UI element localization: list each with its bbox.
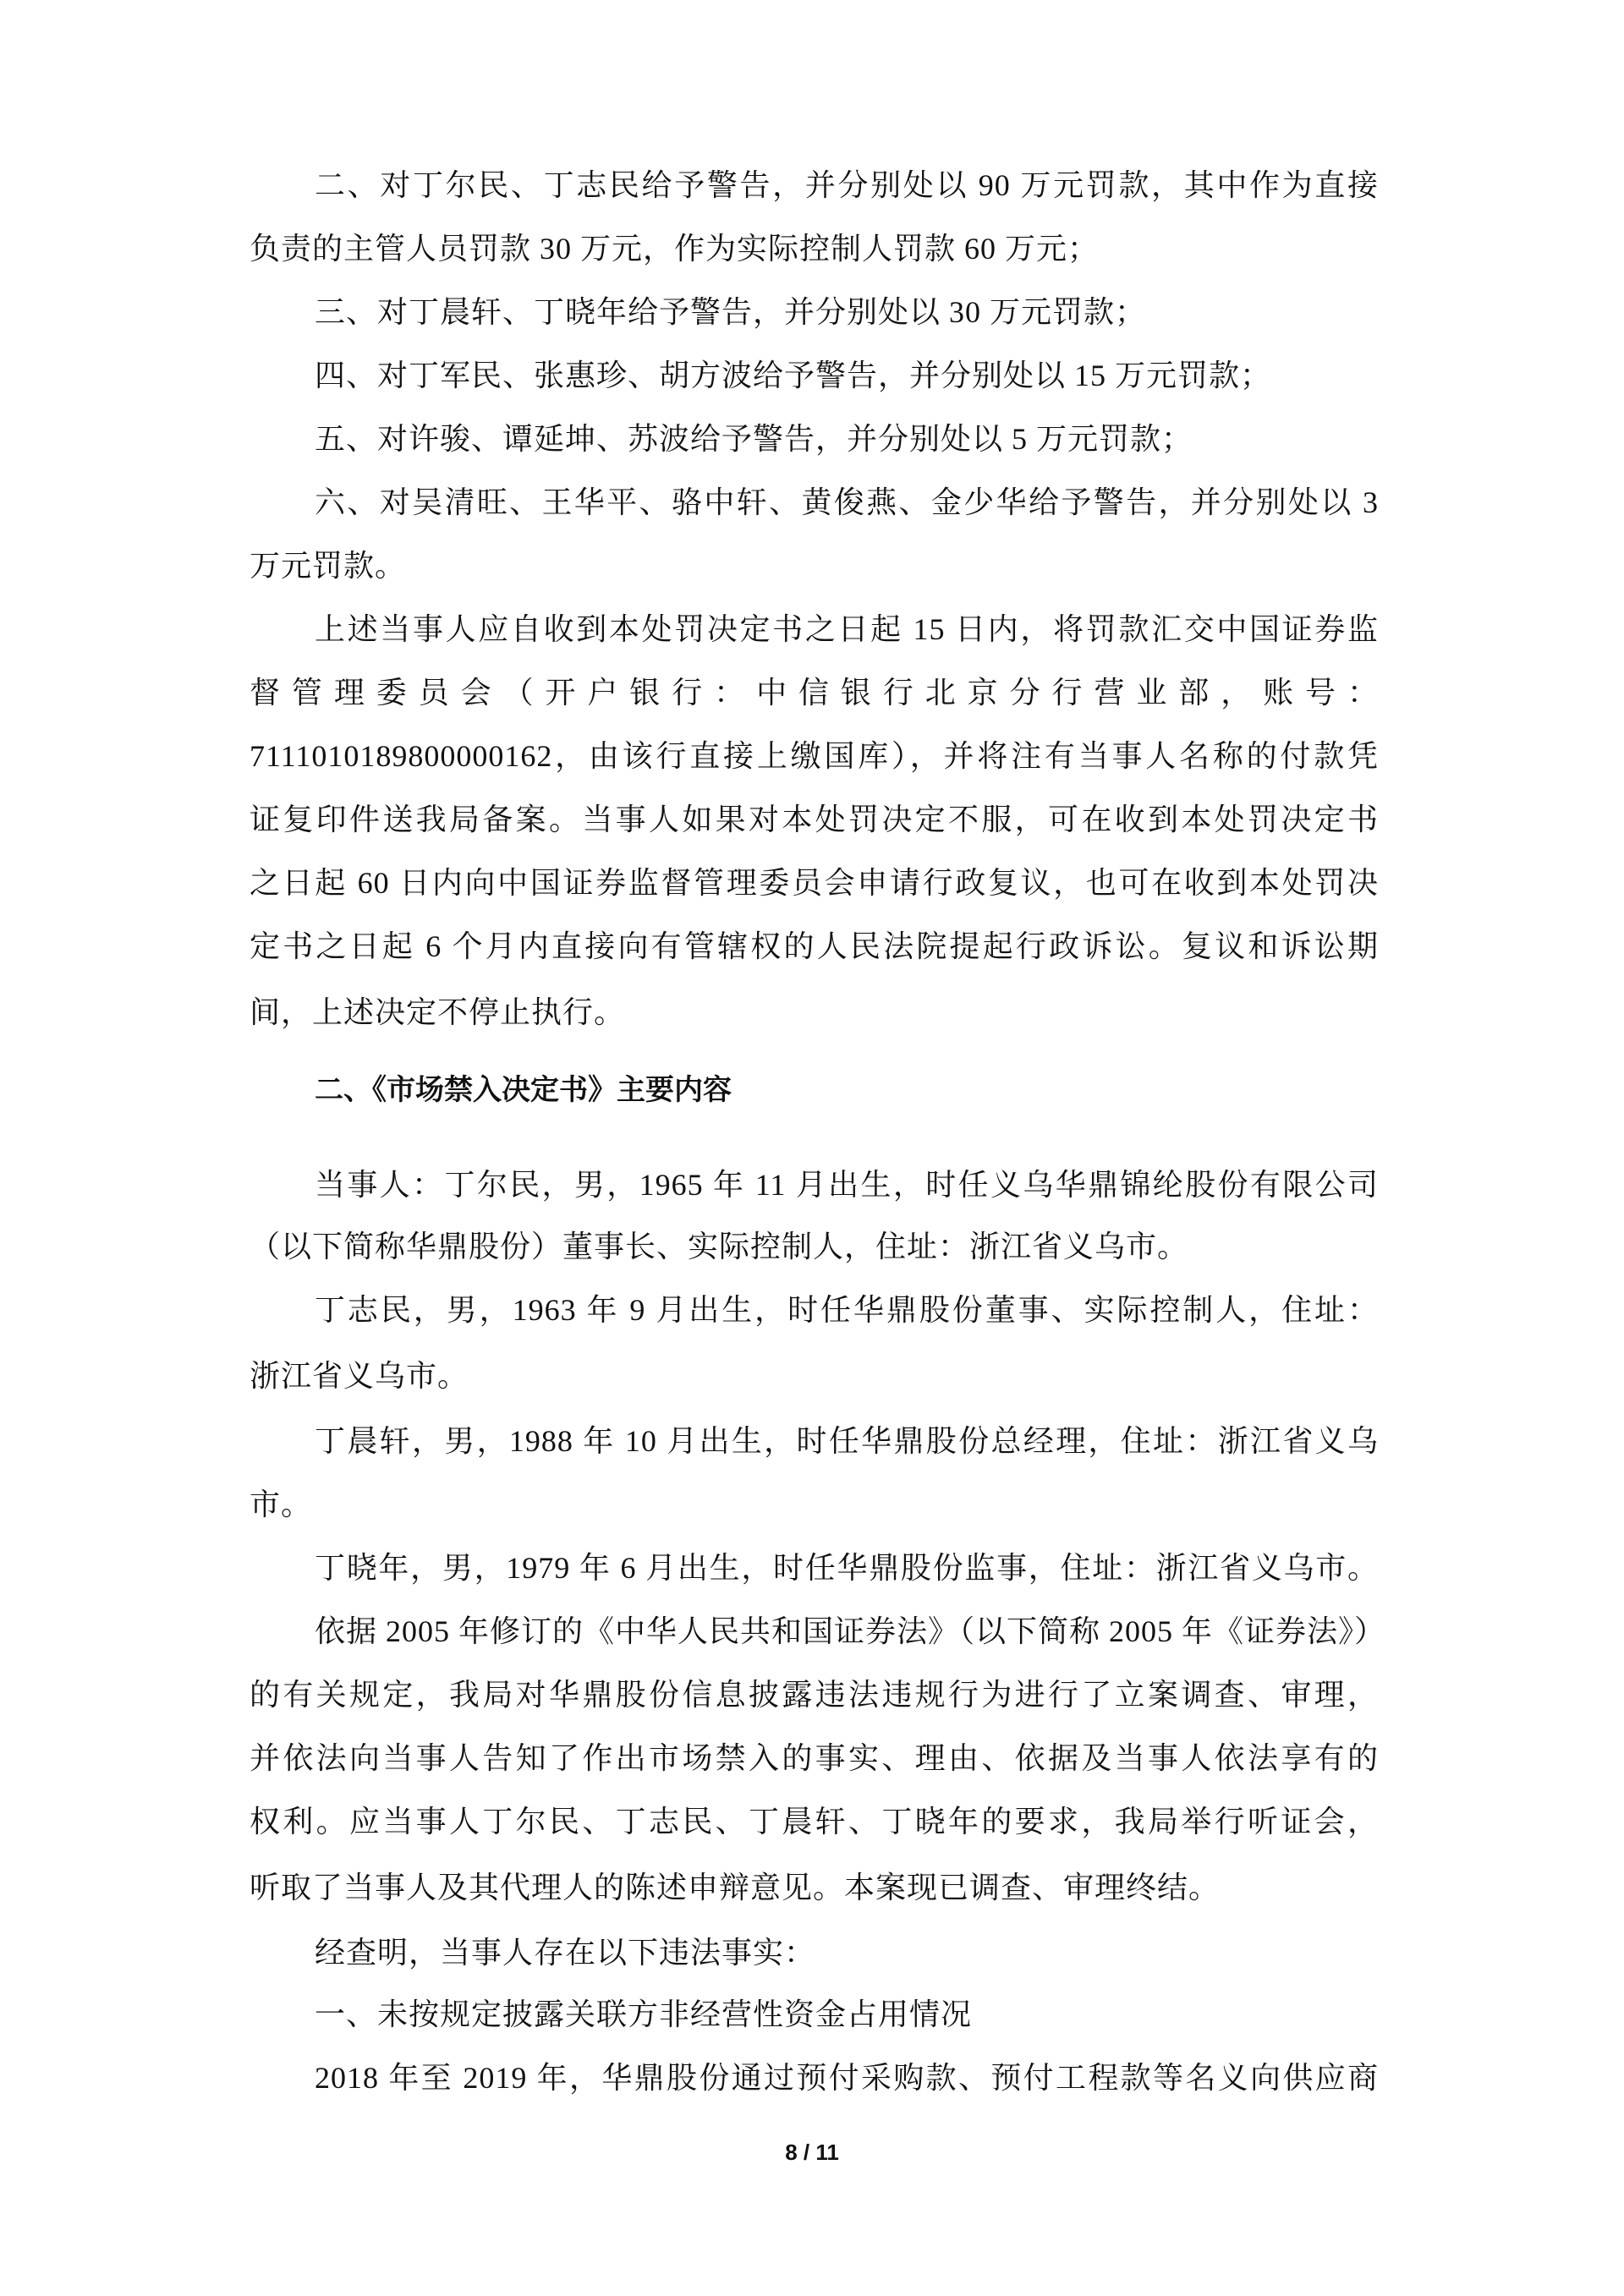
page-number: 8 / 11 — [785, 2140, 839, 2165]
penalty-item-6-line-1: 六、对吴清旺、王华平、骆中轩、黄俊燕、金少华给予警告，并分别处以 3 — [315, 485, 1379, 519]
basis-paragraph-line-3: 并依法向当事人告知了作出市场禁入的事实、理由、依据及当事人依法享有的 — [250, 1741, 1379, 1775]
penalty-item-4: 四、对丁军民、张惠珍、胡方波给予警告，并分别处以 15 万元罚款； — [315, 359, 1272, 392]
party-4: 丁晓年，男，1979 年 6 月出生，时任华鼎股份监事，住址：浙江省义乌市。 — [315, 1551, 1379, 1585]
payment-paragraph-line-7: 间，上述决定不停止执行。 — [250, 995, 626, 1029]
basis-paragraph-line-1: 依据 2005 年修订的《中华人民共和国证券法》（以下简称 2005 年《证券法》） — [315, 1614, 1386, 1648]
penalty-item-5: 五、对许骏、谭延坤、苏波给予警告，并分别处以 5 万元罚款； — [315, 422, 1193, 456]
party-3-line-2: 市。 — [250, 1488, 313, 1521]
findings-intro: 经查明，当事人存在以下违法事实： — [315, 1936, 816, 1970]
party-2-line-1: 丁志民，男，1963 年 9 月出生，时任华鼎股份董事、实际控制人，住址： — [315, 1293, 1379, 1327]
basis-paragraph-line-5: 听取了当事人及其代理人的陈述申辩意见。本案现已调查、审理终结。 — [250, 1871, 1221, 1904]
payment-paragraph-line-3: 7111010189800000162，由该行直接上缴国库），并将注有当事人名称的付款凭 — [250, 739, 1379, 773]
payment-paragraph-line-2: 督管理委员会（开户银行：中信银行北京分行营业部，账号： — [250, 676, 1379, 710]
penalty-item-6-line-2: 万元罚款。 — [250, 549, 407, 583]
party-3-line-1: 丁晨轩，男，1988 年 10 月出生，时任华鼎股份总经理，住址：浙江省义乌 — [315, 1424, 1379, 1458]
penalty-item-2-line-1: 二、对丁尔民、丁志民给予警告，并分别处以 90 万元罚款，其中作为直接 — [315, 168, 1379, 202]
party-1-line-2: （以下简称华鼎股份）董事长、实际控制人，住址：浙江省义乌市。 — [250, 1230, 1189, 1263]
payment-paragraph-line-4: 证复印件送我局备案。当事人如果对本处罚决定不服，可在收到本处罚决定书 — [250, 803, 1379, 836]
payment-paragraph-line-6: 定书之日起 6 个月内直接向有管辖权的人民法院提起行政诉讼。复议和诉讼期 — [250, 929, 1379, 963]
payment-paragraph-line-1: 上述当事人应自收到本处罚决定书之日起 15 日内，将罚款汇交中国证券监 — [315, 612, 1379, 646]
party-1-line-1: 当事人：丁尔民，男，1965 年 11 月出生，时任义乌华鼎锦纶股份有限公司 — [315, 1168, 1379, 1202]
penalty-item-3: 三、对丁晨轩、丁晓年给予警告，并分别处以 30 万元罚款； — [315, 295, 1147, 329]
penalty-item-2-line-2: 负责的主管人员罚款 30 万元，作为实际控制人罚款 60 万元； — [250, 232, 1100, 266]
basis-paragraph-line-2: 的有关规定，我局对华鼎股份信息披露违法违规行为进行了立案调查、审理， — [250, 1678, 1379, 1712]
finding-1-title: 一、未按规定披露关联方非经营性资金占用情况 — [315, 1997, 973, 2031]
section-heading: 二、《市场禁入决定书》主要内容 — [315, 1073, 732, 1107]
party-2-line-2: 浙江省义乌市。 — [250, 1359, 469, 1393]
basis-paragraph-line-4: 权利。应当事人丁尔民、丁志民、丁晨轩、丁晓年的要求，我局举行听证会， — [250, 1805, 1379, 1838]
payment-paragraph-line-5: 之日起 60 日内向中国证券监督管理委员会申请行政复议，也可在收到本处罚决 — [250, 866, 1379, 900]
finding-1-text: 2018 年至 2019 年，华鼎股份通过预付采购款、预付工程款等名义向供应商 — [315, 2061, 1379, 2095]
